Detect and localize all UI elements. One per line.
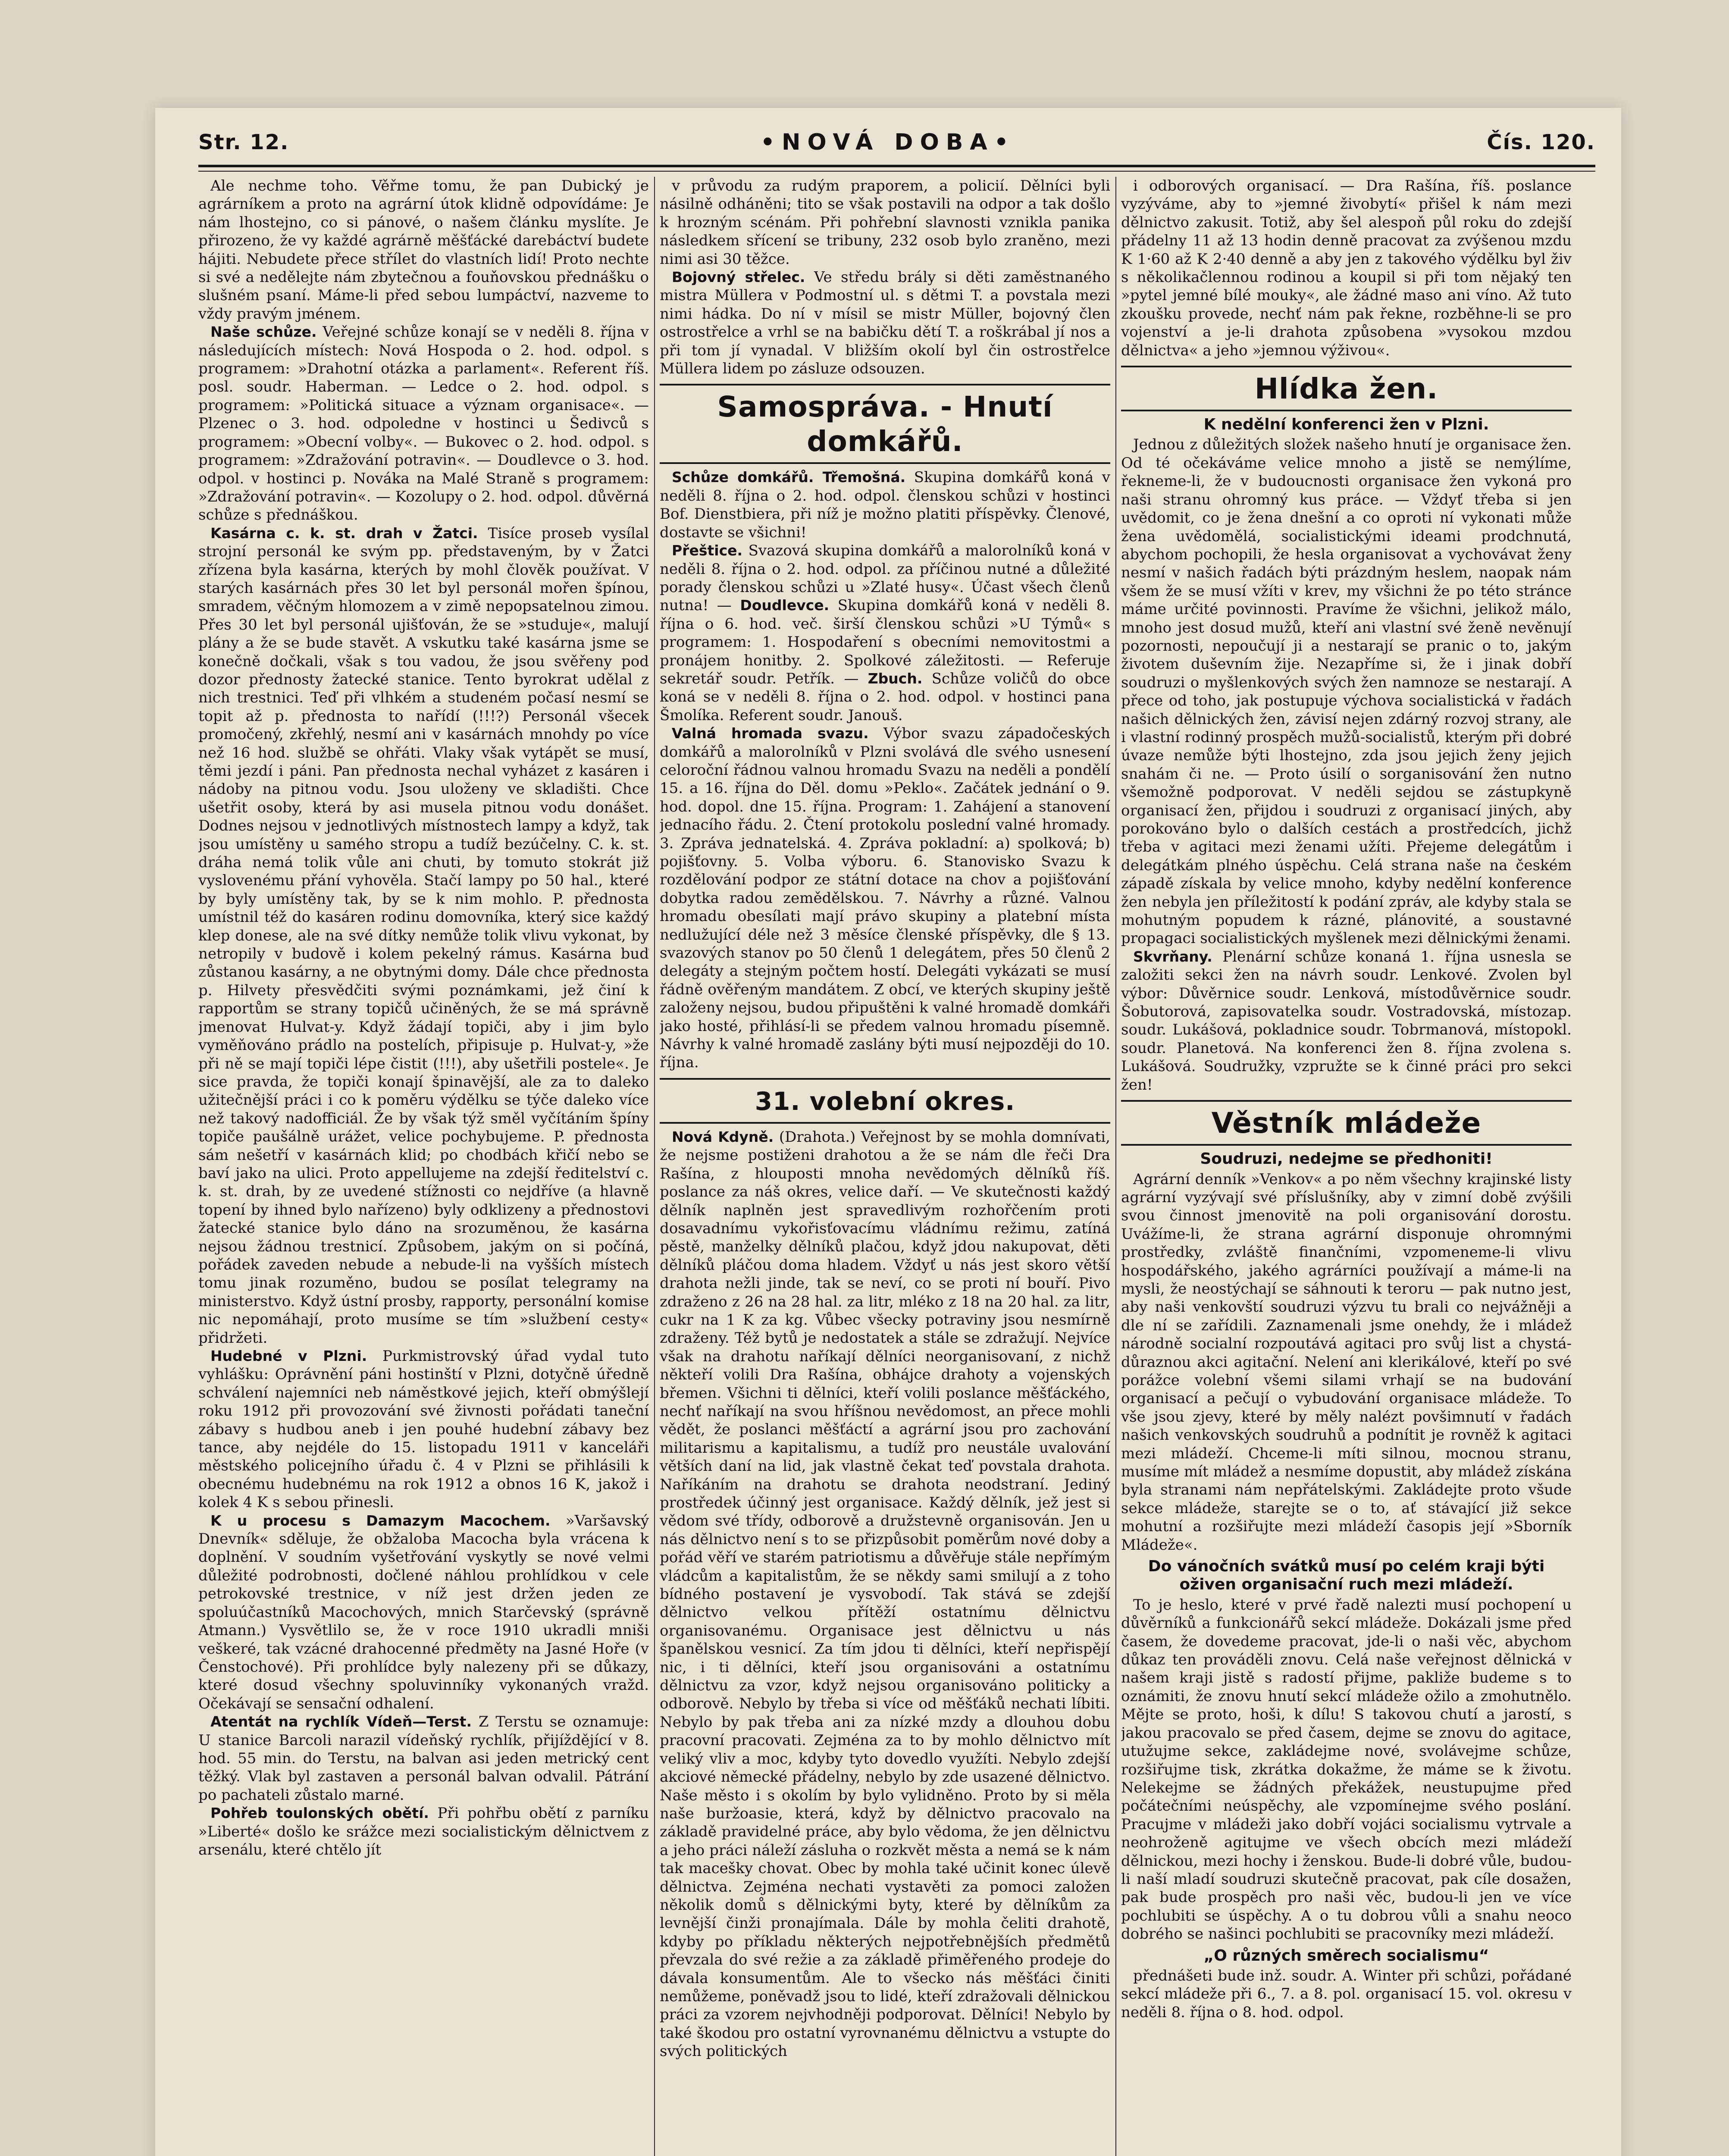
section-title: Věstník mládeže <box>1211 1106 1482 1140</box>
article-heading: Soudruzi, nedejme se předhoniti! <box>1200 1150 1493 1168</box>
section-header <box>1121 366 1572 411</box>
article-text: Při pohřbu obětí z parníku »Liberté« došlo ke srážce mezi socialistickým dělnictvem z arsenálu, které chtělo jít <box>198 1805 649 1858</box>
article-heading: Pohřeb toulonských obětí. <box>210 1805 429 1822</box>
article-heading: Schůze domkářů. Třemošná. <box>672 469 906 486</box>
article-text: Tisíce proseb vysílal strojní personál ke svým pp. představeným, by v Žatci zřízena byla kasárna, kterých by mohl člověk používat. V starých kasárnách přes 30 let byl personál mořen špínou, smradem, věčným hlomozem a v zimě nepopsatelnou zimou. Přes 30 let byl personál ujišťován, že se »studuje«, malují plány a že se bude stavět. A vskutku také kasárna jsme se konečně dočkali, však s tou vadou, že jsou svěřeny pod dozor přednosty žatecké stanice. Tento byrokrat udělal z nich trestnici. Teď při vlhkém a studeném počasí nesmí se topit až p. přednosta to nařídí (!!!?) Personál všecek promočený, zkřehlý, nesmí ani v kasárnách mnohdy po více než 16 hod. službě se ohřáti. Vlaky však vytápět se musí, těmi jezdí i páni. Pan přednosta nechal vyházet z kasáren i nádoby na pitnou vodu. Jsou uloženy ve skladišti. Chce ušetřit osoby, která by asi musela pitnou vodu donášet. Dodnes nejsou v jednotlivých místnostech lampy a když, tak jsou umístěny u samého stropu a tudíž bezúčelny. C. k. st. dráha nemá tolik vůle ani chuti, by tomuto stokrát již vyslovenému přání vyhověla. Stačí lampy po 50 hal., které by byly umístěny tak, by se k nim mohlo. P. přednosta umístnil též do kasáren rodinu domovníka, který sice každý klep donese, ale na své dítky nemůže tolik vlivu vykonat, by netropily v budově i kolem pekelný rámus. Kasárna buď zůstanou kasárny, a ne obytnými domy. Dále chce přednosta p. Hilvety přesvědčiti svými poznámkami, jež činí k rapportům se strany topičů učiněných, že se má správně jmenovat Hulvat-y. Když žádají topiči, aby i jim bylo vyměňováno prádlo na postelích, připisuje p. Hulvat-y, »že při ně se mají topiči lépe čistit (!!!), aby ušetřili postele«. Je sice pravda, že topiči konají špinavější, ale za to daleko užitečnější práci i co k poměru výdělku se týče daleko více než takový nadofficiál. Že by však týž směl vyčítáním špíny topiče paušálně urážet, velice pochybujeme. P. přednosta sám nešetří v kasárnách klid; po chodbách křičí nebo se baví jako na ulici. Proto appellujeme na zdejší ředitelství c. k. st. drah, by ze uvedené stížnosti co nejdříve (a hlavně topení by ihned bylo nařízeno) byly odklizeny a přednostovi žatecké stanice bylo dáno na srozuměnou, že kasárna nejsou žádnou trestnicí. Způsobem, jakým on si počíná, pořádek zaveden nebude a nebude-li na vyšších místech tomu jinak rozuměno, budou se posílat telegramy na ministerstvo. Když ústní prosby, rapporty, personální komise nic nepomáhají, proto musíme se tím »službení cesty« přidržeti. <box>198 524 649 1347</box>
article-paragraph: Agrární denník »Venkov« a po něm všechny krajinské listy agrární vyzývají své příslušníky, aby v zimní době zvýšili svou činnost jmenovitě na poli organisování dorostu. Uvážíme-li, že strana agrární disponuje ohromnými prostředky, zvláště finančními, vzpomeneme-li vlivu hospodářského, jakého agrárníci používají a máme-li na mysli, že neostýchají se sáhnouti k teroru — pak nutno jest, aby naši venkovští soudruzi výzvu tu brali co nejvážněji a dle ní se zařídili. Zaznamenali jsme onehdy, že i mládež národně socialní rozpoutává agitaci pro svůj list a chystá-důraznou akci agitační. Nelení ani klerikálové, kteří po své porážce volební všemi silami vrhají se na budování organisací a pečují o vybudování organisace mládeže. To vše jsou zjevy, které by měly nalézt povšimnutí v řadách našich venkovských soudruhů a podnítit je rovněž k agitaci mezi mládeží. Chceme-li míti silnou, mocnou stranu, musíme mít mládež a nesmíme dopustit, aby mládež získána byla stranami nám nepřátelskými. Zakládejte proto všude sekce mládeže, starejte se o to, ať stávající již sekce mohutní a rozšiřujte mezi mládeží časopis její »Sborník Mládeže«. <box>1121 1170 1572 1554</box>
column-3 <box>1121 177 1572 2156</box>
section-header <box>660 1078 1110 1124</box>
article-text: »Varšavský Dnevník« sděluje, že obžaloba Macocha byla vrácena k doplnění. V soudním vyšetřování vyskytly se nové velmi důležité podrobnosti, dočlené náhlou prohlídkou v cele petrokovské trestnice, v níž jest držen jeden ze spoluúčastníků Macochových, mnich Starčevský (správně Atmann.) Vysvětlilo se, že v roce 1910 ukradli mniši veškeré, tak vzácné drahocenné předměty na Jasné Hoře (v Čenstochové). Při prohlídce byly nalezeny při se důkazy, které dosud všechny spoluvinníky vykonaných vražd. Očekávají se sensační odhalení. <box>198 1512 649 1712</box>
article-paragraph <box>198 1713 649 1804</box>
article-text: Purkmistrovský úřad vydal tuto vyhlášku: Oprávnění páni hostinští v Plzni, dotyčně úředně schválení najemníci neb náměstkové jejich, kteří obmýšlejí roku 1912 při provozování své živnosti pořádati taneční zábavy s hudbou aneb i jen pouhé hudební zábavy bez tance, aby nejdéle do 15. listopadu 1911 v kanceláři městského policejního úřadu č. 4 v Plzni se přihlásili k obecnému hudebnému na rok 1912 a obnos 16 K, jakož i kolek 4 K s sebou přinesli. <box>198 1348 649 1511</box>
article-paragraph <box>198 1347 649 1512</box>
article-heading: Přeštice. <box>672 542 743 559</box>
article-heading: Zbuch. <box>868 670 923 687</box>
article-text: Plenární schůze konaná 1. října usnesla se založiti sekci žen na návrh soudr. Lenkové. Zvolen byl výbor: Důvěrnice soudr. Lenková, místodůvěrnice soudr. Šobutorová, zapisovatelka soudr. Vostradovská, místozap. soudr. Lukášová, pokladnice soudr. Tobrmanová, místopokl. soudr. Planetová. Na konferenci žen 8. října zvolena s. Lukášová. Soudružky, vzpružte se k činné práci pro sekci žen! <box>1121 948 1572 1094</box>
article-paragraph <box>198 1804 649 1859</box>
article-paragraph: přednášeti bude inž. soudr. A. Winter při schůzi, pořádané sekcí mládeže při 6., 7. a 8. pol. organisací 15. vol. okresu v neděli 8. října o 8. hod. odpol. <box>1121 1967 1572 2021</box>
article-heading: K nedělní konferenci žen v Plzni. <box>1203 416 1489 434</box>
article-heading: Valná hromada svazu. <box>672 725 869 742</box>
article-paragraph <box>198 323 649 524</box>
article-heading: Doudlevce. <box>740 597 830 614</box>
newspaper-title: •NOVÁ DOBA• <box>760 129 1015 155</box>
page-number: Str. 12. <box>198 130 289 154</box>
article-heading: Kasárna c. k. st. drah v Žatci. <box>210 524 478 542</box>
column-divider <box>654 177 655 2156</box>
masthead-rule-thin <box>198 171 1595 172</box>
article-paragraph: Ale nechme toho. Věřme tomu, že pan Dubický je agrárníkem a proto na agrární útok klidně odpovídáme: Je nám lhostejno, co si pánové, o našem článku myslíte. Je přirozeno, že vy každé agrárně měšťácké darebáctví budete hájiti. Nebudete přece střílet do vlastních lidí! Proto nechte si své a nedělejte nám zbytečnou a fouňovskou přednášku o slušném psaní. Máme-li před sebou lumpáctví, nazveme to vždy pravým jménem. <box>198 177 649 323</box>
section-header <box>660 384 1110 464</box>
article-paragraph: i odborových organisací. — Dra Rašína, říš. poslance vyzýváme, aby to »jemné živobytí« přišel k nám mezi dělnictvo zakusit. Totiž, aby šel alespoň půl roku do zdejší přádelny 11 až 13 hodin denně pracovat za zvýšenou mzdu K 1·60 až K 2·40 denně a aby jen z takového výdělku byl živ s několikačlennou rodinou a koupil si při tom nějaký ten »pytel jemné bílé mouky«, ale žádné maso ani víno. Až tuto zkoušku provede, nechť nám pak řekne, rozběhne-li se pro vojenství a je-li drahota způsobena »vysokou mzdou dělnictva« a jeho »jemnou výživou«. <box>1121 177 1572 359</box>
article-text: Skupina domkářů koná v neděli 8. října o 2. hod. odpol. členskou schůzi v hostinci Bof. Dienstbiera, při níž je možno platiti příspěvky. Členové, dostavte se všichni! <box>660 469 1110 541</box>
article-paragraph <box>660 1128 1110 2061</box>
article-heading: Bojovný střelec. <box>672 269 805 286</box>
article-text: Z Terstu se oznamuje: U stanice Barcoli narazil vídeňský rychlík, přijíždějící v 8. hod. 55 min. do Terstu, na balvan asi jeden metrický cent těžký. Vlak byl zastaven a personál balvan odvalil. Pátrání po pachateli zůstalo marné. <box>198 1713 649 1804</box>
article-text: Skupina domkářů koná v neděli 8. října o 6. hod. več. širší členskou schůzi »U Týmů« s programem: 1. Hospodaření s obecními nemovitostmi a pronájem honitby. 2. Spolkové záležitosti. — Referuje sekretář soudr. Petřík. — <box>660 597 1110 687</box>
article-paragraph: v průvodu za rudým praporem, a policií. Dělníci byli násilně odháněni; tito se však postavili na odpor a tak došlo k hrozným scénám. Při pohřební slavnosti vznikla panika následkem sřícení se tribuny, 232 osob bylo zraněno, mezi nimi asi 30 těžce. <box>660 177 1110 268</box>
section-title: Hlídka žen. <box>1254 372 1438 406</box>
article-heading: K u procesu s Damazym Macochem. <box>210 1512 551 1529</box>
article-text: Veřejné schůze konají se v neděli 8. října v následujících místech: Nová Hospoda o 2. hod. odpol. s programem: »Drahotní otázka a parlament«. Referent říš. posl. soudr. Haberman. — Ledce o 2. hod. odpol. s programem: »Politická situace a význam organisace«. — Plzenec o 3. hod. odpoledne v hostinci u Šedivců s programem: »Obecní volby«. — Bukovec o 2. hod. odpol. s programem: »Zdražování potravin«. — Doudlevce o 3. hod. odpol. v hostinci p. Nováka na Malé Straně s programem: »Zdražování potravin«. — Kozolupy o 2. hod. odpol. důvěrná schůze s přednáškou. <box>198 323 649 524</box>
article-heading: „O různých směrech socialismu“ <box>1203 1946 1489 1965</box>
article-text: Svazová skupina domkářů a malorolníků koná v neděli 8. října o 2. hod. odpol. za příčinou nutné a důležité porady členskou schůzi u »Zlaté husy«. Účast všech členů nutna! — <box>660 542 1110 614</box>
article-heading: Atentát na rychlík Vídeň—Terst. <box>210 1713 472 1730</box>
article-heading: Do vánočních svátků musí po celém kraji býti oživen organisační ruch mezi mládeží. <box>1148 1557 1545 1594</box>
newspaper-page <box>155 108 1621 2156</box>
article-paragraph <box>660 542 1110 724</box>
article-text: (Drahota.) Veřejnost by se mohla domnívati, že nejsme postiženi drahotou a že se nám dle řeči Dra Rašína, z hlouposti mnoha nevědomých dělníků říš. poslance za náš okres, velice daří. — Ve skutečnosti každý dělník naplněn jest spravedlivým rozhořčením proti dosavadnímu vykořisťovacímu vládnímu režimu, zatíná pěstě, manželky dělníků plačou, když jdou nakupovat, děti dělníků pláčou doma hladem. Vždyť u nás jest skoro větší drahota nežli jinde, tak se neví, co se proti ní bouří. Pivo zdraženo z 26 na 28 hal. za litr, mléko z 18 na 20 hal. za litr, cukr na 1 K za kg. Vůbec všecky potraviny jsou nesmírně zdraženy. Též bytů je nedostatek a stále se zdražují. Nejvíce však na drahotu naříkají dělníci neorganisovaní, z nichž někteří volili Dra Rašína, obhájce drahoty a vojenských břemen. Všichni ti dělníci, kteří volili poslance měšťáckého, nechť naříkají na svou hříšnou nevědomost, an přece mohli vědět, že poslanci měšťáctí a agrární jsou pro zachování militarismu a kapitalismu, a tudíž pro neustále uvalování větších daní na lid, jak vlastně čekat teď povstala drahota. Naříkáním na drahotu se drahota neodstraní. Jediný prostředek účinný jest organisace. Každý dělník, jež jest si vědom své třídy, odborově a družstevně organisován. Jen u nás dělnictvo není s to se přizpůsobit poměrům nové doby a pořád věří ve starém patriotismu a důvěřuje stále nepřímým vládcům a kapitalistům, že se někdy sami smilují a z toho bídného postavení je vysvobodí. Tak stává se zdejší dělnictvo velkou přítěží ostatnímu dělnictvu organisovanému. Organisace jest dělnictvu u nás španělskou vesnicí. Za tím jdou ti dělníci, kteří nepřispějí nic, i ti dělníci, kteří jsou organisováni a ostatnímu dělnictvu za vzor, když nejsou organisováno politicky a odborově. Nebylo by třeba si více od měšťáků nechati líbiti. Nebylo by pak třeba ani za nízké mzdy a dlouhou dobu pracovní pracovati. Zejména za to by mohlo dělnictvo mít veliký vliv a moc, kdyby tyto dovedlo využíti. Nebylo zdejší akciové německé přádelny, nebylo by zde usazené dělnictvo. Naše město i s okolím by bylo vylidněno. Proto by si měla naše buržoasie, která, když by dělnictvo pracovalo na základě pravidelné práce, aby bylo vědoma, že jen dělnictvu a jeho práci náleží zásluha o rozkvět města a nemá se k nám tak macešky chovat. Obec by mohla také učinit konec úlevě dělnictva. Zejména nechati vystavěti za pomoci založen několik domů s dělnickými byty, které by dělníkům za levnější činži pronajímala. Dále by mohla čeliti drahotě, kdyby po příkladu některých nejpotřebnějších předmětů převzala do své režie a za základě přiměřeného prodeje do dávala konsumentům. Ale to všecko nás měšťáci činiti nemůžeme, poněvadž jsou to lidé, kteří zdražovali dělnickou práci za vzorem nejvhodněji podporovat. Dělníci! Nebylo by také škodou pro ostatní vyrovnanému dělnictvu a vstupte do svých politických <box>660 1128 1110 2060</box>
article-paragraph <box>660 724 1110 1072</box>
section-title: Samospráva. - Hnutí domkářů. <box>717 390 1053 458</box>
column-2 <box>660 177 1110 2156</box>
article-text: Ve středu brály si děti zaměstnaného mistra Müllera v Podmostní ul. s dětmi T. a povstala mezi nimi hádka. Do ní v mísil se mistr Müller, bojovný člen ostrostřelce a vrhl se na babičku dětí T. a roškrábal jí nos a při tom jí vynadal. V bližším okolí byl čin ostrostřelce Müllera lidem po zásluze odsouzen. <box>660 269 1110 378</box>
article-heading: Skvrňany. <box>1133 948 1212 965</box>
issue-number: Čís. 120. <box>1487 130 1595 154</box>
article-paragraph: To je heslo, které v prvé řadě nalezti musí pochopení u důvěrníků a funkcionářů sekcí mládeže. Dokázali jsme před časem, že dovedeme pracovat, jde-li o naši věc, abychom důkaz ten prováděli znovu. Celá naše veřejnost dělnická v našem kraji jistě s radostí přijme, pakliže budeme s to oznámiti, že znovu hnutí sekcí mládeže ožilo a zmohutnělo. Mějte se proto, hoši, k dílu! S takovou chutí a jarostí, s jakou pracovalo se před časem, dejme se znovu do agitace, utužujme sekce, zakládejme nové, svolávejme schůze, rozšiřujme tisk, zkrátka dokažme, že máme se k životu. Nelekejme se žádných překážek, neustupujme před počátečními neúspěchy, ale vzpomínejme svého poslání. Pracujme v mládeži jako dobří vojáci socialismu vytrvale a neohroženě agitujme ve všech obcích mezi mládeží dělnickou, mezi hochy i ženskou. Bude-li dobré vůle, budou-li naší mladí soudruzi skutečně pracovat, pak cíle dosažen, pak bude prospěch pro naši věc, budou-li jen ve více pochlubiti se úspěchy. A o tu dobrou vůli a snahu neoco dobrého se našinci pochlubiti se pracovníky mezi mládeží. <box>1121 1596 1572 1943</box>
column-1 <box>198 177 649 2156</box>
article-paragraph <box>198 1512 649 1713</box>
column-divider <box>1115 177 1116 2156</box>
article-heading: Nová Kdyně. <box>672 1128 774 1145</box>
article-text: Schůze voličů do obce koná se v neděli 8. října o 2. hod. odpol. v hostinci pana Šmolíka. Referent soudr. Janouš. <box>660 670 1110 724</box>
article-paragraph <box>1121 948 1572 1094</box>
masthead <box>198 125 1595 160</box>
section-title: 31. volební okres. <box>755 1086 1015 1116</box>
article-heading: Hudebné v Plzni. <box>210 1348 367 1364</box>
article-paragraph <box>660 268 1110 378</box>
article-heading: Naše schůze. <box>210 323 317 341</box>
article-text: Výbor svazu západočeských domkářů a malorolníků v Plzni svolává dle svého usnesení celoroční řádnou valnou hromadu Svazu na neděli a pondělí 15. a 16. října do Děl. domu »Peklo«. Začátek jednání o 9. hod. dopol. dne 15. října. Program: 1. Zahájení a stanovení jednacího řádu. 2. Čtení protokolu poslední valné hromady. 3. Zpráva jednatelská. 4. Zpráva pokladní: a) spolková; b) pojišťovny. 5. Volba výboru. 6. Stanovisko Svazu k rozdělování podpor ze státní dotace na chov a pojišťování dobytka radou zemědělskou. 7. Návrhy a různé. Valnou hromadu obesílati mají právo skupiny a platební místa nedlužující déle než 3 měsíce členské příspěvky, dle § 13. svazových stanov po 50 členů 1 delegátem, přes 50 členů 2 delegáty a stejným počtem hostí. Delegáti vykázati se musí řádně ověřeným mandátem. Z obcí, ve kterých skupiny ještě založeny nejsou, budou připuštěni k valné hromadě domkáři jako hosté, přihlásí-li se předem valnou hromadu písemně. Návrhy k valné hromadě zaslány býti musí nejpozději do 10. října. <box>660 725 1110 1072</box>
section-header <box>1121 1100 1572 1146</box>
masthead-rule <box>198 165 1595 167</box>
article-paragraph <box>660 468 1110 542</box>
article-paragraph: Jednou z důležitých složek našeho hnutí je organisace žen. Od té očekáváme velice mnoho a jistě se nemýlíme, řekneme-li, že v budoucnosti organisace žen vykoná pro naši stranu ohromný kus práce. — Vždyť třeba si jen uvědomit, co je žena dnešní a co oproti ní vykonati může žena uvědomělá, socialistickými ideami prodchnutá, abychom pochopili, že hesla organisovat a vychovávat ženy nesmí v našich řadách býti prázdným heslem, naopak nám všem že se musí vžíti v krev, my všichni že po této stránce máme určité povinnosti. Pravíme že všichni, jelikož málo, mnoho jest dosud mužů, kteří ani vlastní své ženě nevěnují pozornosti, nepoučují ji a nestarají se pranic o to, jakým životem duševním žije. Nezapříme si, že i jinak dobří soudruzi o myšlenkových svých žen namnoze se nestarají. A přece od toho, jak postupuje výchova socialistická v řadách našich dělnických žen, závisí nejen zdárný rozvoj strany, ale i vlastní rodinný prospěch mužů-socialistů, kterým při dobré úvaze nemůže býti lhostejno, zda jsou jejich ženy jejich snahám či ne. — Proto úsilí o sorganisování žen nutno všemožně podporovat. V neděli sejdou se zástupkyně organisací žen, přijdou i soudruzi z organisací jiných, aby porokováno bylo o dalších cestách a prostředcích, jichž třeba v agitaci mezi ženami užíti. Přejeme delegátům i delegátkám plného úspěchu. Celá strana naše na českém západě získala by velice mnoho, kdyby nedělní konference žen nebyla jen příležitostí k podání zpráv, ale kdyby stala se mohutným popudem k rázné, plánovité, a soustavné propagaci socialistických myšlenek mezi dělnickými ženami. <box>1121 436 1572 947</box>
article-paragraph <box>198 524 649 1347</box>
